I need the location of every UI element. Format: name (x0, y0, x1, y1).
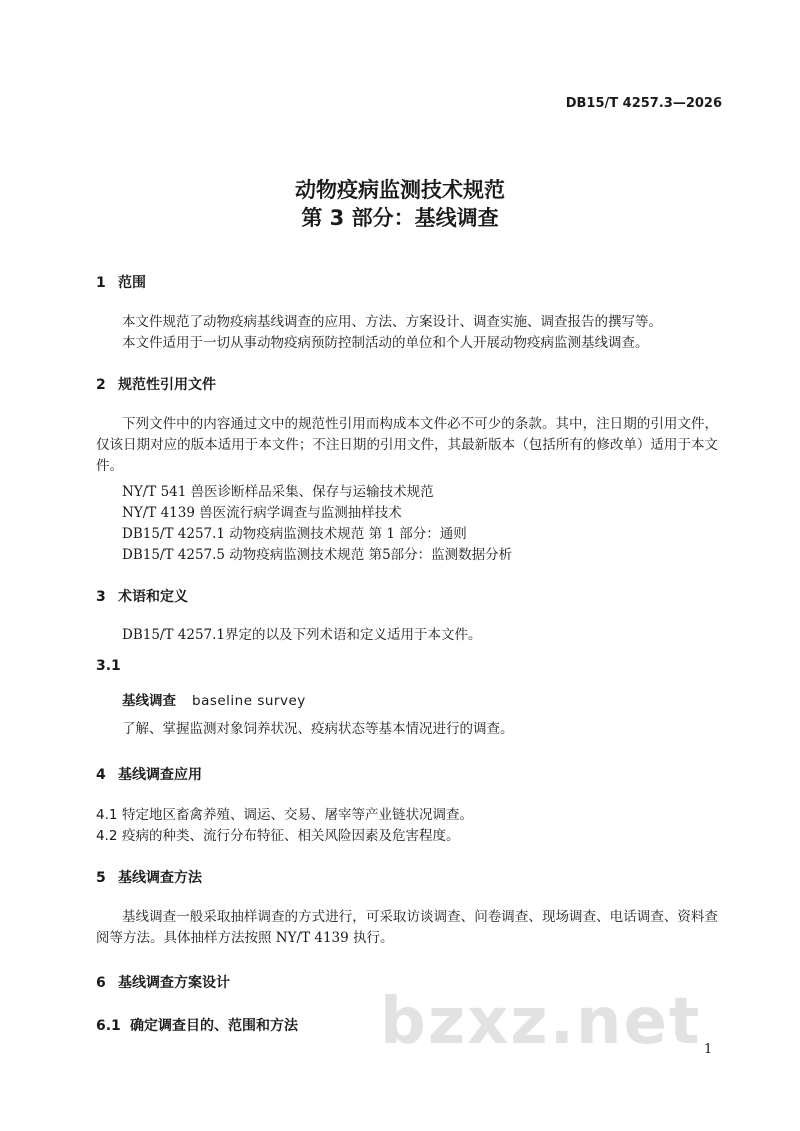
reference-item: NY/T 541 兽医诊断样品采集、保存与运输技术规范 (122, 484, 434, 500)
title-line-2: 第 3 部分：基线调查 (301, 206, 499, 230)
section-title: 范围 (118, 275, 146, 291)
section-number: 5 (96, 870, 106, 886)
section-5-heading (96, 867, 202, 887)
standard-code: DB15/T 4257.3—2026 (565, 96, 722, 111)
section-2-heading (96, 374, 216, 394)
term-definition: 了解、掌握监测对象饲养状况、疫病状态等基本情况进行的调查。 (122, 721, 514, 737)
watermark: bzxz.net (380, 985, 702, 1059)
subsection-6-1-heading (96, 1015, 298, 1035)
item-text: 疫病的种类、流行分布特征、相关风险因素及危害程度。 (122, 828, 460, 844)
subsection-number: 3.1 (96, 658, 121, 674)
section-title: 基线调查应用 (118, 767, 202, 783)
reference-item: DB15/T 4257.5 动物疫病监测技术规范 第5部分：监测数据分析 (122, 547, 513, 563)
item-number: 4.2 (96, 828, 118, 844)
section-6-heading (96, 972, 230, 992)
subsection-title: 确定调查目的、范围和方法 (130, 1018, 298, 1034)
section-number: 2 (96, 377, 106, 393)
paragraph: DB15/T 4257.1界定的以及下列术语和定义适用于本文件。 (122, 627, 482, 643)
item-text: 特定地区畜禽养殖、调运、交易、屠宰等产业链状况调查。 (122, 807, 473, 823)
paragraph: 本文件适用于一切从事动物疫病预防控制活动的单位和个人开展动物疫病监测基线调查。 (122, 335, 649, 351)
reference-item: NY/T 4139 兽医流行病学调查与监测抽样技术 (122, 505, 402, 521)
section-title: 术语和定义 (118, 589, 188, 605)
section-number: 3 (96, 589, 106, 605)
list-item (96, 803, 473, 823)
paragraph: 下列文件中的内容通过文中的规范性引用而构成本文件必不可少的条款。其中，注日期的引用文件，仅该日期对应的版本适用于本文件；不注日期的引用文件，其最新版本（包括所有的修改单）适用于本文件。 (96, 416, 718, 474)
term-chinese: 基线调查 (122, 693, 176, 709)
section-title: 规范性引用文件 (118, 377, 216, 393)
paragraph: 基线调查一般采取抽样调查的方式进行，可采取访谈调查、问卷调查、现场调查、电话调查、资料查阅等方法。具体抽样方法按照 NY/T 4139 执行。 (96, 909, 718, 946)
section-number: 6 (96, 975, 106, 991)
title-line-1: 动物疫病监测技术规范 (295, 178, 505, 202)
section-number: 4 (96, 767, 106, 783)
item-number: 4.1 (96, 807, 118, 823)
term-english: baseline survey (192, 693, 306, 709)
section-3-heading (96, 586, 188, 606)
paragraph: 本文件规范了动物疫病基线调查的应用、方法、方案设计、调查实施、调查报告的撰写等。 (122, 314, 662, 330)
section-4-heading (96, 764, 202, 784)
section-title: 基线调查方案设计 (118, 975, 230, 991)
section-title: 基线调查方法 (118, 870, 202, 886)
list-item (96, 824, 460, 844)
section-number: 1 (96, 275, 106, 291)
section-1-heading (96, 272, 146, 292)
page-number: 1 (704, 1042, 713, 1057)
reference-item: DB15/T 4257.1 动物疫病监测技术规范 第 1 部分：通则 (122, 526, 467, 542)
subsection-number: 6.1 (96, 1018, 121, 1034)
term-entry (122, 689, 306, 709)
